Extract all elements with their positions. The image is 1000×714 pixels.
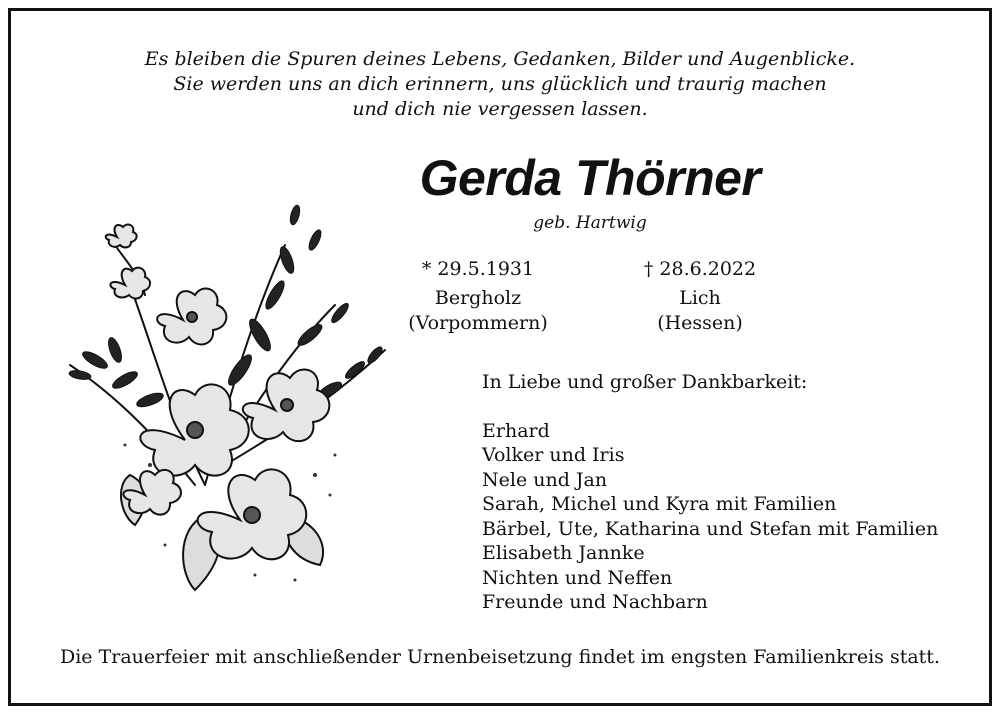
birth-region: (Vorpommern) — [408, 312, 548, 334]
poem-line: Sie werden uns an dich erinnern, uns glücklich und traurig machen — [173, 73, 827, 95]
mourner-name: Nichten und Neffen — [482, 566, 673, 589]
death-date: † 28.6.2022 — [643, 258, 757, 280]
birth-date: * 29.5.1931 — [421, 258, 535, 280]
poem-line: und dich nie vergessen lassen. — [352, 98, 648, 120]
birth-place: Bergholz — [434, 287, 522, 309]
funeral-note: Die Trauerfeier mit anschließender Urnenbeisetzung findet im engsten Familienkreis statt. — [60, 646, 940, 668]
death-info — [590, 257, 810, 336]
mourner-name: Freunde und Nachbarn — [482, 591, 708, 613]
mourner-name: Bärbel, Ute, Katharina und Stefan mit Familien — [482, 517, 939, 540]
flower-illustration — [55, 185, 395, 595]
poem-line: Es bleiben die Spuren deines Lebens, Gedanken, Bilder und Augenblicke. — [144, 48, 856, 70]
mourner-name: Volker und Iris — [482, 444, 625, 466]
maiden-name: geb. Hartwig — [533, 213, 647, 233]
mourner-name: Sarah, Michel und Kyra mit Familien — [482, 493, 837, 515]
mourners-list — [482, 370, 938, 615]
mourner-name: Erhard — [482, 419, 550, 442]
mourners-intro: In Liebe und großer Dankbarkeit: — [482, 371, 808, 393]
death-region: (Hessen) — [657, 312, 743, 334]
mourner-name: Nele und Jan — [482, 468, 608, 491]
deceased-name: Gerda Thörner — [419, 150, 761, 206]
mourner-name: Elisabeth Jannke — [482, 542, 645, 564]
memorial-poem — [0, 47, 1000, 122]
death-place: Lich — [679, 287, 721, 309]
birth-info — [368, 257, 588, 336]
